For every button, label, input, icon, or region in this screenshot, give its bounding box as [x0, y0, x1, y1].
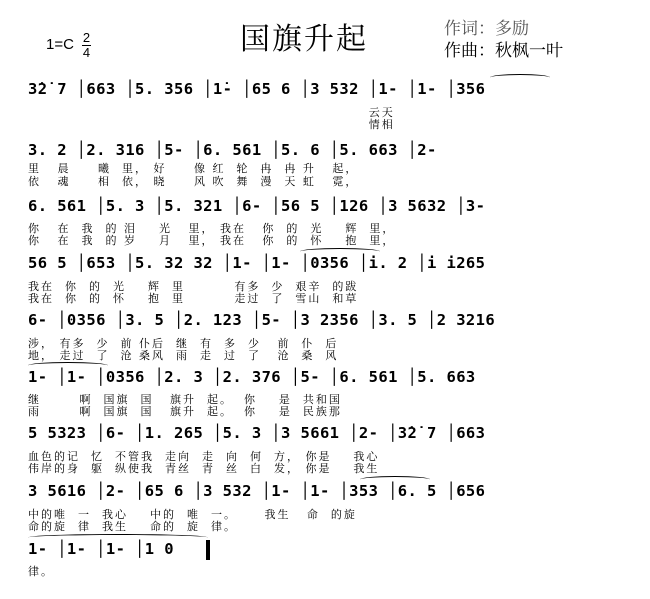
notation-row-3: 6. 561 │5. 3 │5. 321 │6- │56 5 │126 │3 5632 │3-: [28, 197, 486, 215]
lyric-row-7-verse-1: 血色的记 忆 不管我 走向 走 向 何 方， 你是 我心: [28, 450, 380, 463]
notation-row-1: 3̇2̇ 7 │663 │5. 356 │1̇- │65 6 │3 532 │1- │1- │356: [28, 80, 486, 98]
lyricist-credit: 作词：多励: [444, 19, 529, 39]
notation-row-7: 5 5323 │6- │1. 265 │5. 3 │3 5661 │2- │3̇2̇ 7 │663: [28, 424, 486, 442]
lyric-row-9-verse-1: 律。: [28, 565, 54, 578]
song-title: 国旗升起: [240, 22, 368, 57]
lyric-row-8-verse-1: 中的唯 一 我心 中的 唯 一。 我生 命 的旋: [28, 508, 357, 521]
lyric-row-2-verse-2: 依 魂 相 依， 晓 风 吹 舞 漫 天 虹 霓，: [28, 175, 359, 188]
lyric-row-8-verse-2: 命的旋 律 我生 命的 旋 律。: [28, 520, 237, 533]
slur-row-6: [28, 362, 108, 369]
composer-credit: 作曲：秋枫一叶: [444, 41, 563, 61]
lyric-row-6-verse-1: 继 啊 国旗 国 旗升 起。 你 是 共和国: [28, 393, 342, 406]
notation-row-5: 6- │0356 │3. 5 │2. 123 │5- │3 2356 │3. 5 │2 3216: [28, 311, 496, 329]
lyric-row-4-verse-1: 我在 你 的 光 辉 里 有多 少 艰辛 的跋: [28, 280, 359, 293]
lyric-row-1-verse-1: 云天: [28, 106, 395, 119]
notation-row-6: 1- │1- │0356 │2. 3 │2. 376 │5- │6. 561 │5. 663: [28, 368, 476, 386]
lyric-row-1-verse-2: 情相: [28, 118, 395, 131]
lyric-row-2-verse-1: 里 晨 曦 里， 好 像 红 轮 冉 冉 升 起，: [28, 162, 359, 175]
lyric-row-7-verse-2: 伟岸的身 躯 纵使我 青丝 青 丝 白 发， 你是 我生: [28, 462, 380, 475]
slur-row-9: [28, 534, 208, 541]
notation-row-8: 3 5616 │2- │65 6 │3 532 │1- │1- │353 │6. 5 │656: [28, 482, 486, 500]
lyric-row-5-verse-1: 涉， 有多 少 前 仆后 继 有 多 少 前 仆 后: [28, 337, 339, 350]
meter-top: 2: [82, 30, 91, 45]
key-signature: 1=C: [46, 36, 74, 53]
slur-row-8: [360, 476, 430, 483]
time-signature: [82, 31, 91, 60]
slur-row-1: [490, 74, 550, 81]
slur-row-4: [300, 248, 380, 255]
lyric-row-3-verse-2: 你 在 我 的 岁 月 里， 我在 你 的 怀 抱 里，: [28, 234, 396, 247]
meter-bottom: 4: [82, 45, 91, 60]
lyric-row-4-verse-2: 我在 你 的 怀 抱 里 走过 了 雪山 和草: [28, 292, 359, 305]
final-barline: [206, 540, 210, 560]
notation-row-9: 1- │1- │1- │1 0: [28, 540, 174, 558]
notation-row-4: 56 5 │653 │5. 32 32 │1- │1- │0356 │i. 2 │i i265: [28, 254, 486, 272]
notation-row-2: 3. 2 │2. 316 │5- │6. 561 │5. 6 │5. 663 │2-: [28, 141, 437, 159]
lyric-row-6-verse-2: 雨 啊 国旗 国 旗升 起。 你 是 民族那: [28, 405, 342, 418]
lyric-row-5-verse-2: 地， 走过 了 沧 桑风 雨 走 过 了 沧 桑 风: [28, 349, 339, 362]
lyric-row-3-verse-1: 你 在 我 的 泪 光 里， 我在 你 的 光 辉 里，: [28, 222, 396, 235]
